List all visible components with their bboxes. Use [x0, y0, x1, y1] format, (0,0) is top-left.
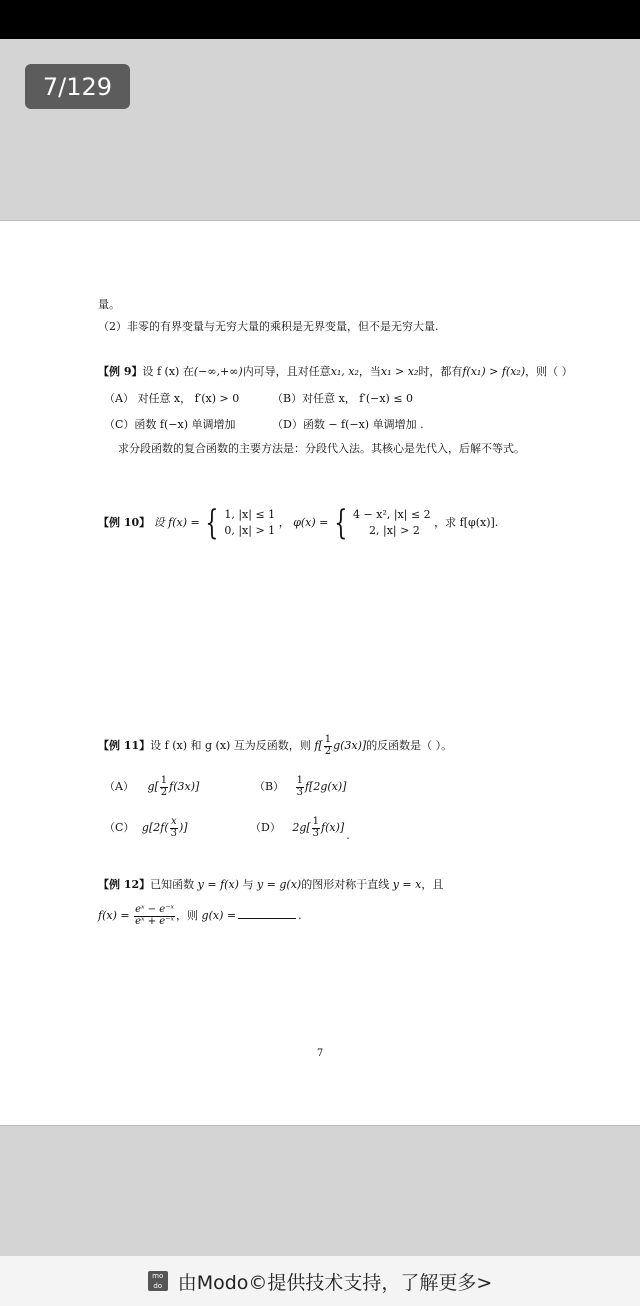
- footer-text: 由Modo©提供技术支持，了解更多>: [177, 1271, 493, 1294]
- math: 2g[: [292, 821, 311, 834]
- example-tag: 【例 10】: [98, 516, 151, 529]
- example-tag: 【例 11】: [98, 739, 151, 752]
- math: g[: [147, 780, 159, 793]
- math: f(3x)]: [169, 780, 200, 793]
- text: ，则（ ）: [525, 365, 573, 378]
- math: x₁, x₂: [330, 365, 359, 378]
- case-line: 4 − x², |x| ≤ 2: [353, 507, 431, 521]
- math: f(x) =: [98, 909, 130, 922]
- method-note: 求分段函数的复合函数的主要方法是：分段代入法。其核心是先代入，后解不等式。: [118, 442, 525, 455]
- text: 的图形对称于直线: [301, 878, 390, 891]
- math: 设 f(x) =: [153, 516, 200, 529]
- math: f[: [314, 739, 323, 752]
- brace-symbol: {: [205, 503, 219, 543]
- text: 已知函数: [150, 878, 195, 891]
- denominator: 3: [170, 827, 177, 839]
- example-tag: 【例 9】: [98, 365, 143, 378]
- option-d: [250, 817, 350, 842]
- text: .: [346, 829, 350, 842]
- denominator: 2: [160, 786, 168, 798]
- text-line: 量。: [98, 298, 120, 311]
- math: x₁ > x₂: [380, 365, 419, 378]
- denominator: eˣ + e⁻ˣ: [135, 915, 175, 927]
- text: 内可导，且对任意: [242, 365, 331, 378]
- footer-promo-link[interactable]: [0, 1256, 640, 1306]
- example-11-stem: [98, 735, 452, 757]
- text: 的反函数是（ ）。: [366, 739, 453, 752]
- numerator: 1: [312, 816, 320, 827]
- option-label: （A）: [104, 780, 134, 793]
- math: )]: [179, 821, 188, 834]
- case-line: 0, |x| > 1: [224, 524, 276, 537]
- math: g(3x)]: [333, 739, 367, 752]
- math: g(x) =: [201, 909, 237, 922]
- case-line: 1, |x| ≤ 1: [224, 507, 276, 521]
- fraction: [134, 905, 175, 927]
- numerator: 1: [324, 734, 332, 745]
- text-line: （2）非零的有界变量与无穷大量的乘积是无界变量，但不是无穷大量.: [98, 320, 439, 333]
- page-number: 7: [316, 1048, 324, 1059]
- fraction: [296, 776, 304, 798]
- math: φ(x) =: [293, 516, 329, 529]
- math: y = g(x): [256, 878, 302, 891]
- math: (−∞,+∞): [193, 365, 243, 378]
- status-bar: [0, 0, 640, 39]
- option-c: [104, 817, 188, 839]
- text: ，: [278, 516, 290, 529]
- math: f(x)]: [321, 821, 345, 834]
- option-label: （B）: [254, 780, 285, 793]
- option-b: [254, 776, 346, 798]
- text: ，求 f[φ(x)].: [434, 516, 499, 529]
- numerator: 1: [160, 775, 168, 786]
- numerator: 1: [296, 775, 303, 786]
- brace-symbol: {: [334, 503, 348, 543]
- fraction: [170, 817, 178, 839]
- numerator: eˣ − e⁻ˣ: [135, 904, 175, 915]
- fraction: [160, 776, 168, 798]
- option-d: （D）函数 − f(−x) 单调增加 .: [272, 418, 424, 431]
- case-line: 2, |x| > 2: [369, 524, 420, 537]
- denominator: 3: [296, 786, 303, 798]
- option-a: （A） 对任意 x， f′(x) > 0: [104, 392, 240, 405]
- example-12-stem: [98, 878, 443, 891]
- denominator: 3: [312, 827, 320, 839]
- text: ，当: [358, 365, 381, 378]
- option-a: [104, 776, 199, 798]
- text: .: [298, 909, 302, 922]
- option-b: （B）对任意 x， f′(−x) ≤ 0: [272, 392, 414, 405]
- text: 与: [242, 878, 254, 891]
- piecewise-cases: [353, 507, 431, 540]
- math: f(x₁) > f(x₂): [462, 365, 526, 378]
- math: g[2f(: [141, 821, 169, 834]
- math: y = x: [392, 878, 422, 891]
- page-indicator: 7/129: [25, 64, 130, 109]
- text: 时，都有: [418, 365, 463, 378]
- denominator: 2: [324, 745, 332, 757]
- piecewise-cases: [224, 507, 275, 540]
- numerator: x: [170, 816, 177, 827]
- option-label: （C）: [104, 821, 135, 834]
- text: 设 f (x) 在: [142, 365, 194, 378]
- text: ，则: [176, 909, 199, 922]
- example-tag: 【例 12】: [98, 878, 151, 891]
- modo-logo-icon: mo do: [148, 1271, 168, 1291]
- example-9-stem: [98, 365, 573, 378]
- option-label: （D）: [250, 821, 281, 834]
- text: 设 f (x) 和 g (x) 互为反函数，则: [150, 739, 311, 752]
- fraction: [324, 735, 332, 757]
- example-12-formula: [98, 905, 302, 927]
- answer-blank: [238, 918, 296, 919]
- option-c: （C）函数 f(−x) 单调增加: [104, 418, 236, 431]
- math: y = f(x): [197, 878, 239, 891]
- example-10: [98, 503, 499, 543]
- fraction: [312, 817, 320, 839]
- text: ，且: [421, 878, 444, 891]
- math: f[2g(x)]: [304, 780, 347, 793]
- document-page: [0, 220, 640, 1126]
